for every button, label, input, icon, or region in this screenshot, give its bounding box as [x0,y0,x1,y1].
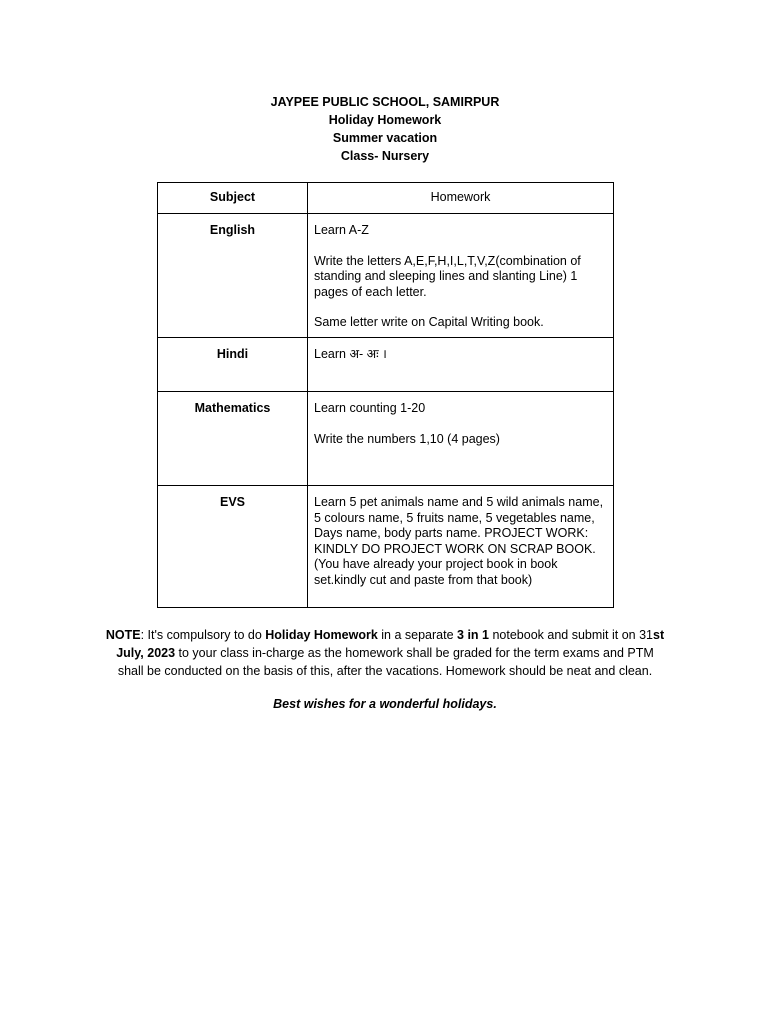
homework-line: Learn counting 1-20 [314,401,426,415]
document-title: Holiday Homework [328,113,442,127]
note-emphasis: 3 in 1 [457,628,489,642]
homework-line: Learn A-Z [314,223,369,237]
homework-line: Write the letters A,E,F,H,I,L,T,V,Z(combination of standing and sleeping lines and slanting Line) 1 pages of each letter. [314,253,581,299]
school-name: JAYPEE PUBLIC SCHOOL, SAMIRPUR [270,95,500,109]
table-row [158,392,614,486]
homework-table [157,182,614,608]
note-text: to your class in-charge as the homework shall be graded for the term exams and PTM shall be conducted on the basis of this, after the vacations. Homework should be neat and clean. [117,646,654,678]
subject-cell: Hindi [158,338,308,392]
homework-cell [308,338,614,392]
document-header [0,93,770,165]
table-row [158,486,614,608]
subject-cell: EVS [158,486,308,608]
subject-cell: English [158,214,308,338]
closing-wishes: Best wishes for a wonderful holidays. [273,697,497,711]
subject-column-header: Subject [158,183,308,214]
homework-cell [308,214,614,338]
class-label: Class- Nursery [340,149,430,163]
homework-cell [308,486,614,608]
note-text: notebook and submit it on 31 [488,628,653,642]
table-header-row [158,183,614,214]
homework-cell [308,392,614,486]
table-row [158,338,614,392]
note-emphasis: Holiday Homework [265,628,378,642]
homework-line: Write the numbers 1,10 (4 pages) [314,431,500,446]
subject-cell: Mathematics [158,392,308,486]
note-label: NOTE [105,628,141,642]
homework-line: Learn अ- अः । [314,347,387,361]
homework-column-header: Homework [308,183,614,214]
homework-line: Learn 5 pet animals name and 5 wild animals name, 5 colours name, 5 fruits name, 5 vegetables name, Days name, body parts name. PROJECT WORK: KINDLY DO PROJECT WORK ON SCRAP BOOK.(You have already your project book in book set.kindly cut and paste from that book) [314,495,604,587]
table-row [158,214,614,338]
note-paragraph [104,626,666,680]
note-emphasis: st July, 2023 [116,628,665,660]
note-text: in a separate [377,628,458,642]
homework-line: Same letter write on Capital Writing book. [314,315,544,329]
note-text: : It's compulsory to do [140,628,266,642]
document-subtitle: Summer vacation [332,131,438,145]
